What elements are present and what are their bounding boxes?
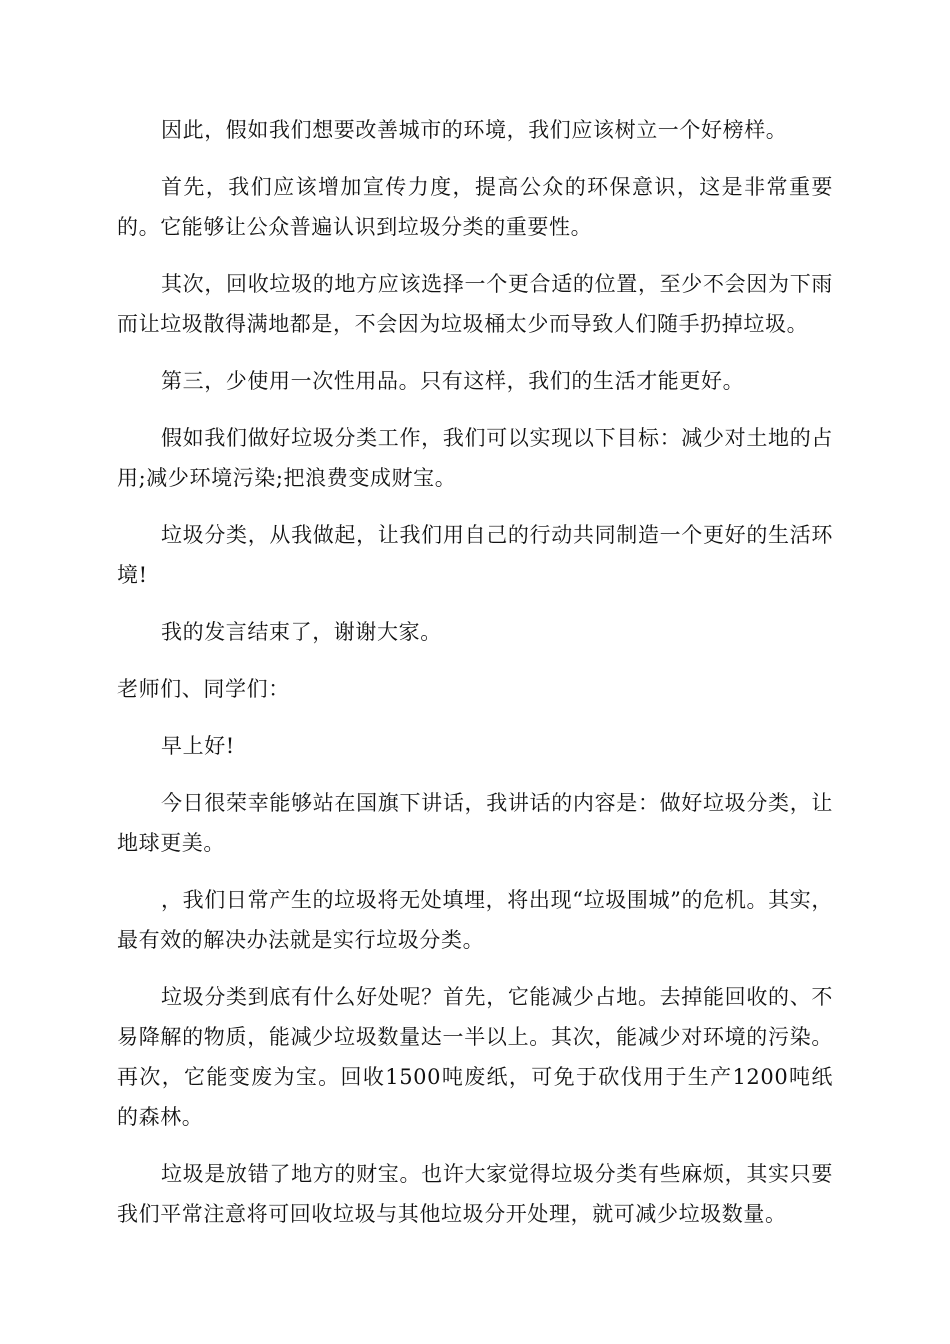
paragraph: 垃圾是放错了地方的财宝。也许大家觉得垃圾分类有些麻烦，其实只要我们平常注意将可回收垃圾与其他垃圾分开处理，就可减少垃圾数量。 [117,1162,833,1226]
paragraph: 今日很荣幸能够站在国旗下讲话，我讲话的内容是：做好垃圾分类，让地球更美。 [117,791,833,855]
paragraph: 首先，我们应该增加宣传力度，提高公众的环保意识，这是非常重要的。它能够让公众普遍认识到垃圾分类的重要性。 [117,175,833,239]
greeting: 早上好! [161,734,235,758]
document-body [117,110,833,1251]
paragraph: ，我们日常产生的垃圾将无处填埋，将出现“垃圾围城”的危机。其实，最有效的解决办法就是实行垃圾分类。 [117,888,833,952]
salutation: 老师们、同学们： [117,677,290,701]
paragraph: 垃圾分类，从我做起，让我们用自己的行动共同制造一个更好的生活环境! [117,523,833,587]
paragraph: 垃圾分类到底有什么好处呢？首先，它能减少占地。去掉能回收的、不易降解的物质，能减少垃圾数量达一半以上。其次，能减少对环境的污染。再次，它能变废为宝。回收1500吨废纸，可免于砍伐用于生产1200吨纸的森林。 [117,985,833,1129]
paragraph: 因此，假如我们想要改善城市的环境，我们应该树立一个好榜样。 [161,118,788,142]
paragraph: 第三，少使用一次性用品。只有这样，我们的生活才能更好。 [161,369,745,393]
paragraph: 假如我们做好垃圾分类工作，我们可以实现以下目标：减少对土地的占用;减少环境污染;把浪费变成财宝。 [117,426,833,490]
paragraph: 我的发言结束了，谢谢大家。 [161,620,442,644]
paragraph: 其次，回收垃圾的地方应该选择一个更合适的位置，至少不会因为下雨而让垃圾散得满地都是，不会因为垃圾桶太少而导致人们随手扔掉垃圾。 [117,272,833,336]
